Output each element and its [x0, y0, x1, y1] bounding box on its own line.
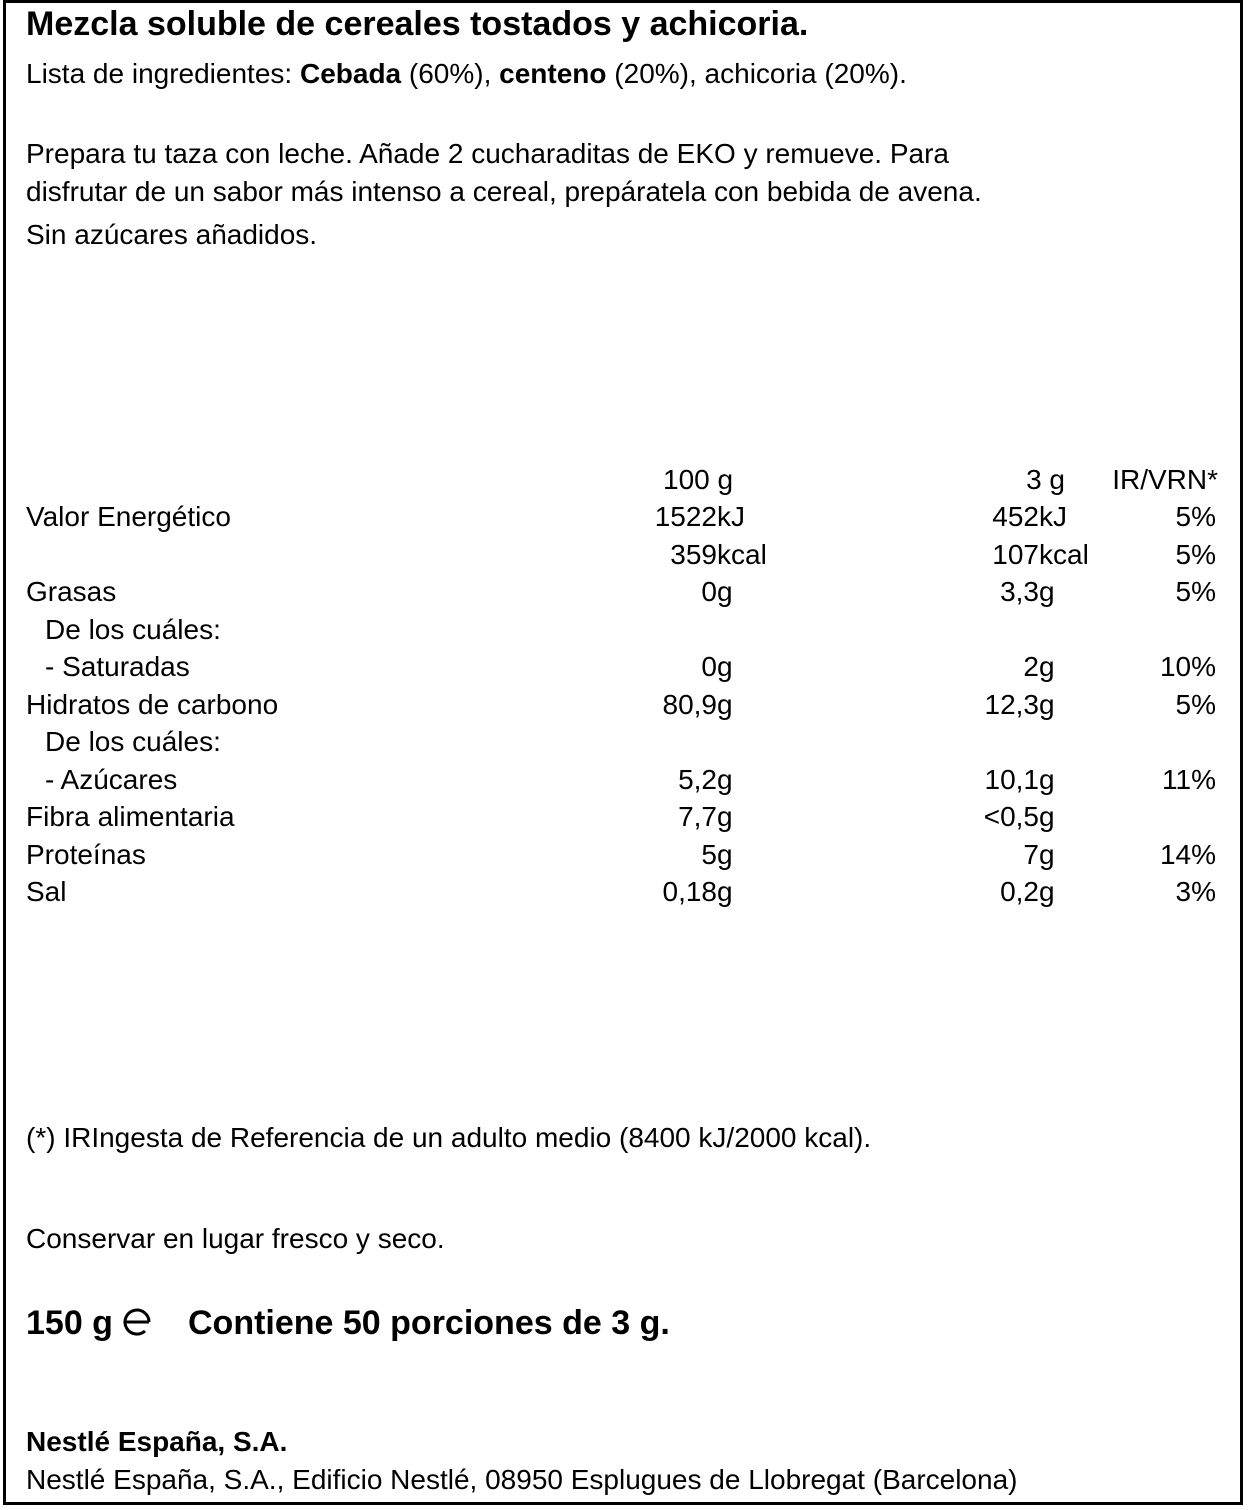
value-per-serving: 452: [992, 501, 1039, 532]
ir-percent: 5%: [1175, 539, 1216, 570]
header-per-100g: 100 g: [663, 464, 734, 495]
unit-per-100g: g: [717, 876, 733, 907]
nutrient-label: Sal: [26, 876, 67, 907]
ir-percent: 11%: [1162, 764, 1216, 795]
product-title: Mezcla soluble de cereales tostados y achicoria.: [26, 5, 809, 43]
unit-per-serving: kJ: [1039, 501, 1067, 532]
unit-per-100g: kJ: [717, 501, 745, 532]
unit-per-serving: g: [1039, 839, 1055, 870]
unit-per-100g: g: [717, 689, 733, 720]
footnote: (*) IRIngesta de Referencia de un adulto medio (8400 kJ/2000 kcal).: [26, 1122, 872, 1153]
unit-per-serving: g: [1039, 689, 1055, 720]
ingredients-line: [26, 60, 907, 88]
nutrient-label: Grasas: [26, 576, 117, 607]
unit-per-serving: g: [1039, 801, 1055, 832]
company-address: Nestlé España, S.A., Edificio Nestlé, 08950 Esplugues de Llobregat (Barcelona): [26, 1464, 1018, 1495]
unit-per-100g: g: [717, 651, 733, 682]
portions-text: Contiene 50 porciones de 3 g.: [188, 1304, 670, 1342]
value-per-100g: 5: [701, 839, 717, 870]
ingredient-pct: (20%),: [606, 58, 705, 89]
unit-per-100g: g: [717, 764, 733, 795]
nutrient-label: - Saturadas: [45, 651, 190, 682]
ingredients-prefix: Lista de ingredientes:: [26, 58, 300, 89]
value-per-100g: 7,7: [678, 801, 717, 832]
value-per-100g: 359: [670, 539, 717, 570]
nutrient-label: Proteínas: [26, 839, 146, 870]
ingredient-pct: achicoria (20%).: [704, 58, 907, 89]
value-per-100g: 0: [701, 576, 717, 607]
unit-per-100g: g: [717, 801, 733, 832]
ingredient-pct: (60%),: [401, 58, 500, 89]
nutrient-label: De los cuáles:: [45, 726, 221, 757]
unit-per-serving: g: [1039, 576, 1055, 607]
ingredient-name: centeno: [499, 58, 607, 89]
unit-per-serving: g: [1039, 651, 1055, 682]
ir-percent: 5%: [1175, 501, 1216, 532]
value-per-100g: 5,2: [678, 764, 717, 795]
header-ir: IR/VRN*: [1112, 464, 1218, 495]
storage-instructions: Conservar en lugar fresco y seco.: [26, 1223, 445, 1254]
nutrient-label: De los cuáles:: [45, 614, 221, 645]
unit-per-serving: g: [1039, 876, 1055, 907]
nutrient-label: Fibra alimentaria: [26, 801, 235, 832]
value-per-100g: 80,9: [662, 689, 717, 720]
unit-per-100g: g: [717, 576, 733, 607]
value-per-serving: <0,5: [983, 801, 1039, 832]
value-per-serving: 107: [992, 539, 1039, 570]
unit-per-100g: g: [717, 839, 733, 870]
estimated-sign-icon: [119, 1307, 155, 1343]
unit-per-serving: kcal: [1039, 539, 1089, 570]
unit-per-serving: g: [1039, 764, 1055, 795]
nutrient-label: Hidratos de carbono: [26, 689, 279, 720]
value-per-serving: 3,3: [1000, 576, 1039, 607]
net-weight: [26, 1306, 159, 1343]
nutrient-label: Valor Energético: [26, 501, 231, 532]
value-per-serving: 2: [1023, 651, 1039, 682]
value-per-serving: 10,1: [984, 764, 1039, 795]
company-name: Nestlé España, S.A.: [26, 1426, 288, 1457]
value-per-100g: 0: [701, 651, 717, 682]
preparation-line: Sin azúcares añadidos.: [26, 219, 318, 250]
preparation-line: Prepara tu taza con leche. Añade 2 cucharaditas de EKO y remueve. Para: [26, 138, 949, 169]
value-per-serving: 12,3: [984, 689, 1039, 720]
value-per-serving: 7: [1023, 839, 1039, 870]
unit-per-100g: kcal: [717, 539, 767, 570]
ir-percent: 14%: [1159, 839, 1216, 870]
preparation-line: disfrutar de un sabor más intenso a cereal, prepáratela con bebida de avena.: [26, 176, 982, 207]
ingredient-name: Cebada: [299, 58, 402, 89]
value-per-100g: 0,18: [662, 876, 717, 907]
value-per-serving: 0,2: [1000, 876, 1039, 907]
header-per-serving: 3 g: [1026, 464, 1065, 495]
nutrient-label: - Azúcares: [45, 764, 178, 795]
ir-percent: 5%: [1175, 689, 1216, 720]
ir-percent: 10%: [1159, 651, 1216, 682]
ir-percent: 3%: [1175, 876, 1216, 907]
value-per-100g: 1522: [654, 501, 717, 532]
ir-percent: 5%: [1175, 576, 1216, 607]
net-weight-value: 150 g: [26, 1304, 113, 1342]
